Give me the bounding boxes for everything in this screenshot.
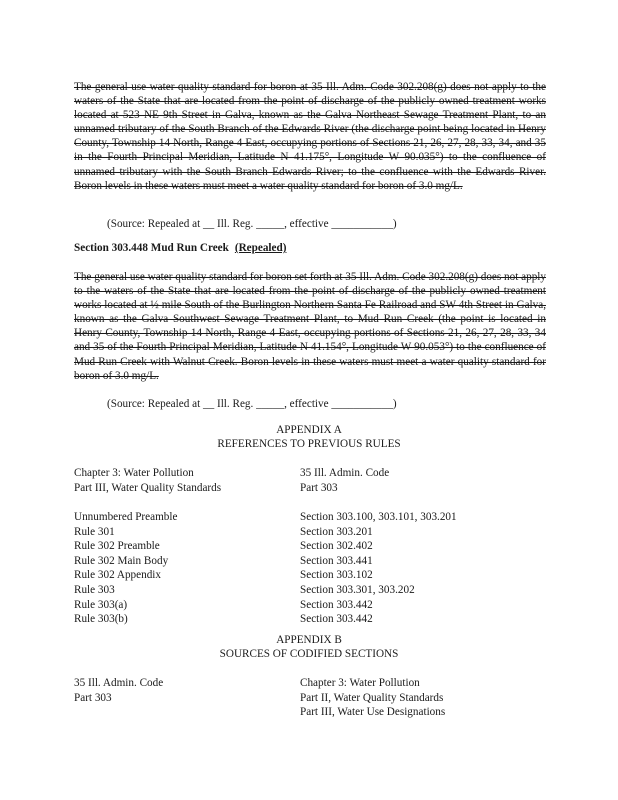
current-section: Section 303.100, 303.101, 303.201	[300, 511, 457, 523]
previous-rule: Rule 302 Main Body	[74, 554, 169, 567]
appendix-a-title: APPENDIX A	[276, 424, 342, 436]
current-section: Section 303.102	[300, 569, 373, 582]
appendix-b-right	[300, 676, 445, 720]
left-header-line: Part III, Water Quality Standards	[74, 481, 222, 494]
appendix-a-subtitle: REFERENCES TO PREVIOUS RULES	[217, 438, 401, 450]
current-section: Section 303.442	[300, 613, 373, 626]
left-header-line: Chapter 3: Water Pollution	[74, 467, 194, 479]
appendix-b-left	[74, 676, 163, 705]
codified-source-line: 35 Ill. Admin. Code	[74, 677, 164, 689]
appendix-a-current-sections	[300, 510, 457, 627]
current-section: Section 303.442	[300, 598, 373, 611]
previous-rule: Rule 303	[74, 583, 115, 596]
previous-rule: Rule 303(b)	[74, 613, 128, 626]
right-header-line: 35 Ill. Admin. Code	[300, 467, 390, 479]
current-section: Section 303.201	[300, 525, 373, 538]
source-note-2: (Source: Repealed at __ Ill. Reg. _____, effective ___________)	[107, 398, 397, 410]
current-section: Section 303.441	[300, 554, 373, 567]
codified-source-line: Part III, Water Use Designations	[300, 706, 446, 719]
appendix-b-title: APPENDIX B	[276, 634, 342, 646]
appendix-b-subtitle: SOURCES OF CODIFIED SECTIONS	[219, 648, 399, 660]
appendix-a-previous-rules	[74, 510, 177, 627]
codified-source-line: Part 303	[74, 691, 112, 704]
appendix-a-right-header	[300, 466, 389, 495]
repealed-paragraph-2: The general use water quality standard for boron set forth at 35 Ill. Adm. Code 302.208(g) does not apply to the waters of the State that are located from the point of discharge of the publicly owned treatment works located at ½ mile South of the Burlington Northern Santa Fe Railroad and SW 4th Street in Galva, known as the Galva Southwest Sewage Treatment Plant, to Mud Run Creek (the point is located in Henry County, Township 14 North, Range 4 East, occupying portions of Sections 21, 26, 27, 28, 33, 34 and 35 of the Fourth Principal Meridian, Latitude N 41.154°, Longitude W 90.053°) to the confluence of Mud Run Creek with Walnut Creek. Boron levels in these waters must meet a water quality standard for boron of 3.0 mg/L.	[74, 271, 546, 382]
appendix-a-left-header	[74, 466, 221, 495]
previous-rule: Rule 303(a)	[74, 598, 128, 611]
previous-rule: Unnumbered Preamble	[74, 511, 178, 523]
codified-source-line: Chapter 3: Water Pollution	[300, 677, 420, 689]
previous-rule: Rule 302 Appendix	[74, 569, 162, 582]
repealed-tag: (Repealed)	[234, 242, 287, 254]
codified-source-line: Part II, Water Quality Standards	[300, 691, 444, 704]
right-header-line: Part 303	[300, 481, 338, 494]
section-heading	[74, 242, 286, 254]
current-section: Section 302.402	[300, 540, 373, 553]
source-note-1: (Source: Repealed at __ Ill. Reg. _____, effective ___________)	[107, 218, 397, 230]
repealed-paragraph-1: The general use water quality standard for boron at 35 Ill. Adm. Code 302.208(g) does not apply to the waters of the State that are located from the point of discharge of the publicly owned treatment works located at 523 NE 9th Street in Galva, known as the Galva Northeast Sewage Treatment Plant, to an unnamed tributary of the South Branch of the Edwards River (the discharge point being located in Henry County, Township 14 North, Range 4 East, occupying portions of Sections 21, 26, 27, 28, 33, 34, and 35 in the Fourth Principal Meridian, Latitude N 41.175°, Longitude W 90.035°) to the confluence of unnamed tributary with the South Branch Edwards River; to the confluence with the Edwards River. Boron levels in these waters must meet a water quality standard for boron of 3.0 mg/L.	[74, 81, 546, 192]
section-title: Section 303.448 Mud Run Creek	[74, 242, 229, 254]
previous-rule: Rule 302 Preamble	[74, 540, 160, 553]
current-section: Section 303.301, 303.202	[300, 583, 415, 596]
previous-rule: Rule 301	[74, 525, 115, 538]
